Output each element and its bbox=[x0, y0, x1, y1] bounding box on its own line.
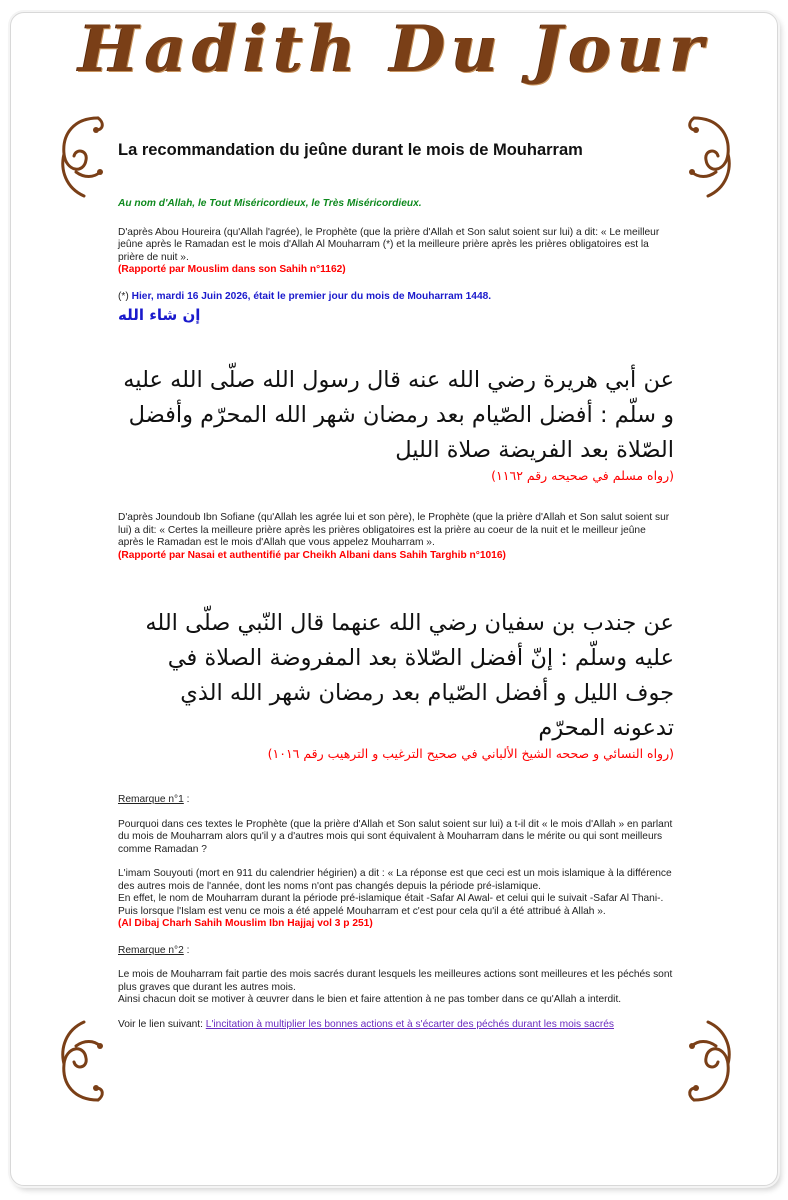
sacred-months-link[interactable]: L'incitation à multiplier les bonnes actions et à s'écarter des péchés durant les mois sacrés bbox=[205, 1018, 614, 1030]
remark1-heading bbox=[118, 794, 674, 807]
arabic-hadith1: عن أبي هريرة رضي الله عنه قال رسول الله صلّى الله عليه و سلّم : أفضل الصّيام بعد رمضان شهر الله المحرّم وأفضل الصّلاة بعد الفريضة صلاة الليل bbox=[123, 367, 674, 463]
remark1-colon: : bbox=[183, 794, 190, 805]
banner-title: Hadith Du Jour bbox=[78, 12, 710, 87]
remark1-paragraph3: En effet, le nom de Mouharram durant la période pré-islamique était -Safar Al Awal- et celui qui le suivait -Safar Al Thani-. Puis lorsque l'Islam est venu ce mois a été appelé Mouharram et c'est pour cela qu'il a été attribué à Allah ». bbox=[118, 893, 664, 917]
insha-allah: إن شاء الله bbox=[118, 306, 201, 324]
ornament-corner-bottom-right bbox=[682, 1018, 738, 1106]
remark1-paragraph2: L'imam Souyouti (mort en 911 du calendrier hégirien) a dit : « La réponse est que ceci est un mois islamique à la différence des autres mois de l'année, dont les noms n'ont pas changés depuis la période pré-islamique. bbox=[118, 868, 672, 892]
date-note bbox=[118, 291, 674, 304]
remark2-paragraph2: Ainsi chacun doit se motiver à œuvrer dans le bien et faire attention à ne pas tomber dans ce qu'Allah a interdit. bbox=[118, 994, 622, 1005]
remark2-colon: : bbox=[183, 944, 190, 956]
date-note-text: Hier, mardi 16 Juin 2026, était le premier jour du mois de Mouharram 1448. bbox=[131, 290, 492, 302]
basmala: Au nom d'Allah, le Tout Miséricordieux, le Très Miséricordieux. bbox=[118, 198, 422, 209]
hadith1-source: (Rapporté par Mouslim dans son Sahih n°1162) bbox=[118, 264, 346, 275]
hadith1-text: D'après Abou Houreira (qu'Allah l'agrée), le Prophète (que la prière d'Allah et Son salut soient sur lui) a dit: « Le meilleur jeûne après le Ramadan est le mois d'Allah Al Mouharram (*) et la meilleure prière après les prières obligatoires est la prière de nuit ». bbox=[118, 226, 660, 263]
arabic-hadith2-source: (رواه النسائي و صححه الشيخ الألباني في صحيح الترغيب و الترهيب رقم ١٠١٦) bbox=[267, 746, 674, 761]
ornament-corner-top-left bbox=[54, 112, 110, 200]
remark1-paragraph1: Pourquoi dans ces textes le Prophète (que la prière d'Allah et Son salut soient sur lui) a t-il dit « le mois d'Allah » en parlant du mois de Mouharram alors qu'il y a d'autres mois qui sont équivalent à Mouharram dans le mérite ou qui sont meilleurs comme Ramadan ? bbox=[118, 818, 673, 855]
article-content bbox=[118, 140, 674, 1031]
remark1-label: Remarque n°1 bbox=[118, 794, 184, 805]
arabic-hadith2: عن جندب بن سفيان رضي الله عنهما قال النّبي صلّى الله عليه وسلّم : إنّ أفضل الصّلاة بعد المفروضة الصلاة في جوف الليل و أفضل الصّيام بعد رمضان شهر الله الذي تدعونه المحرّم bbox=[145, 610, 674, 741]
date-note-marker: (*) bbox=[118, 290, 132, 302]
remark2-label: Remarque n°2 bbox=[118, 944, 184, 956]
hadith2-source: (Rapporté par Nasai et authentifié par Cheikh Albani dans Sahih Targhib n°1016) bbox=[118, 549, 506, 561]
article-title: La recommandation du jeûne durant le mois de Mouharram bbox=[118, 141, 583, 159]
remark2-heading bbox=[118, 945, 674, 958]
arabic-hadith1-source: (رواه مسلم في صحيحه رقم ١١٦٢) bbox=[491, 468, 674, 483]
remark2-paragraph1: Le mois de Mouharram fait partie des mois sacrés durant lesquels les meilleures actions sont meilleures et les péchés sont plus graves que durant les autres mois. bbox=[118, 969, 673, 993]
footer-prefix: Voir le lien suivant: bbox=[118, 1018, 206, 1030]
ornament-corner-bottom-left bbox=[54, 1018, 110, 1106]
hadith2-text: D'après Joundoub Ibn Sofiane (qu'Allah les agrée lui et son père), le Prophète (que la prière d'Allah et Son salut soient sur lui) a dit: « Certes la meilleure prière après les prières obligatoires est la prière au coeur de la nuit et le meilleur jeûne après le Ramadan est le mois d'Allah que vous appelez Mouharram ». bbox=[118, 512, 670, 548]
footer-line bbox=[118, 1019, 674, 1032]
remark1-source: (Al Dibaj Charh Sahih Mouslim Ibn Hajjaj vol 3 p 251) bbox=[118, 918, 373, 929]
ornament-corner-top-right bbox=[682, 112, 738, 200]
